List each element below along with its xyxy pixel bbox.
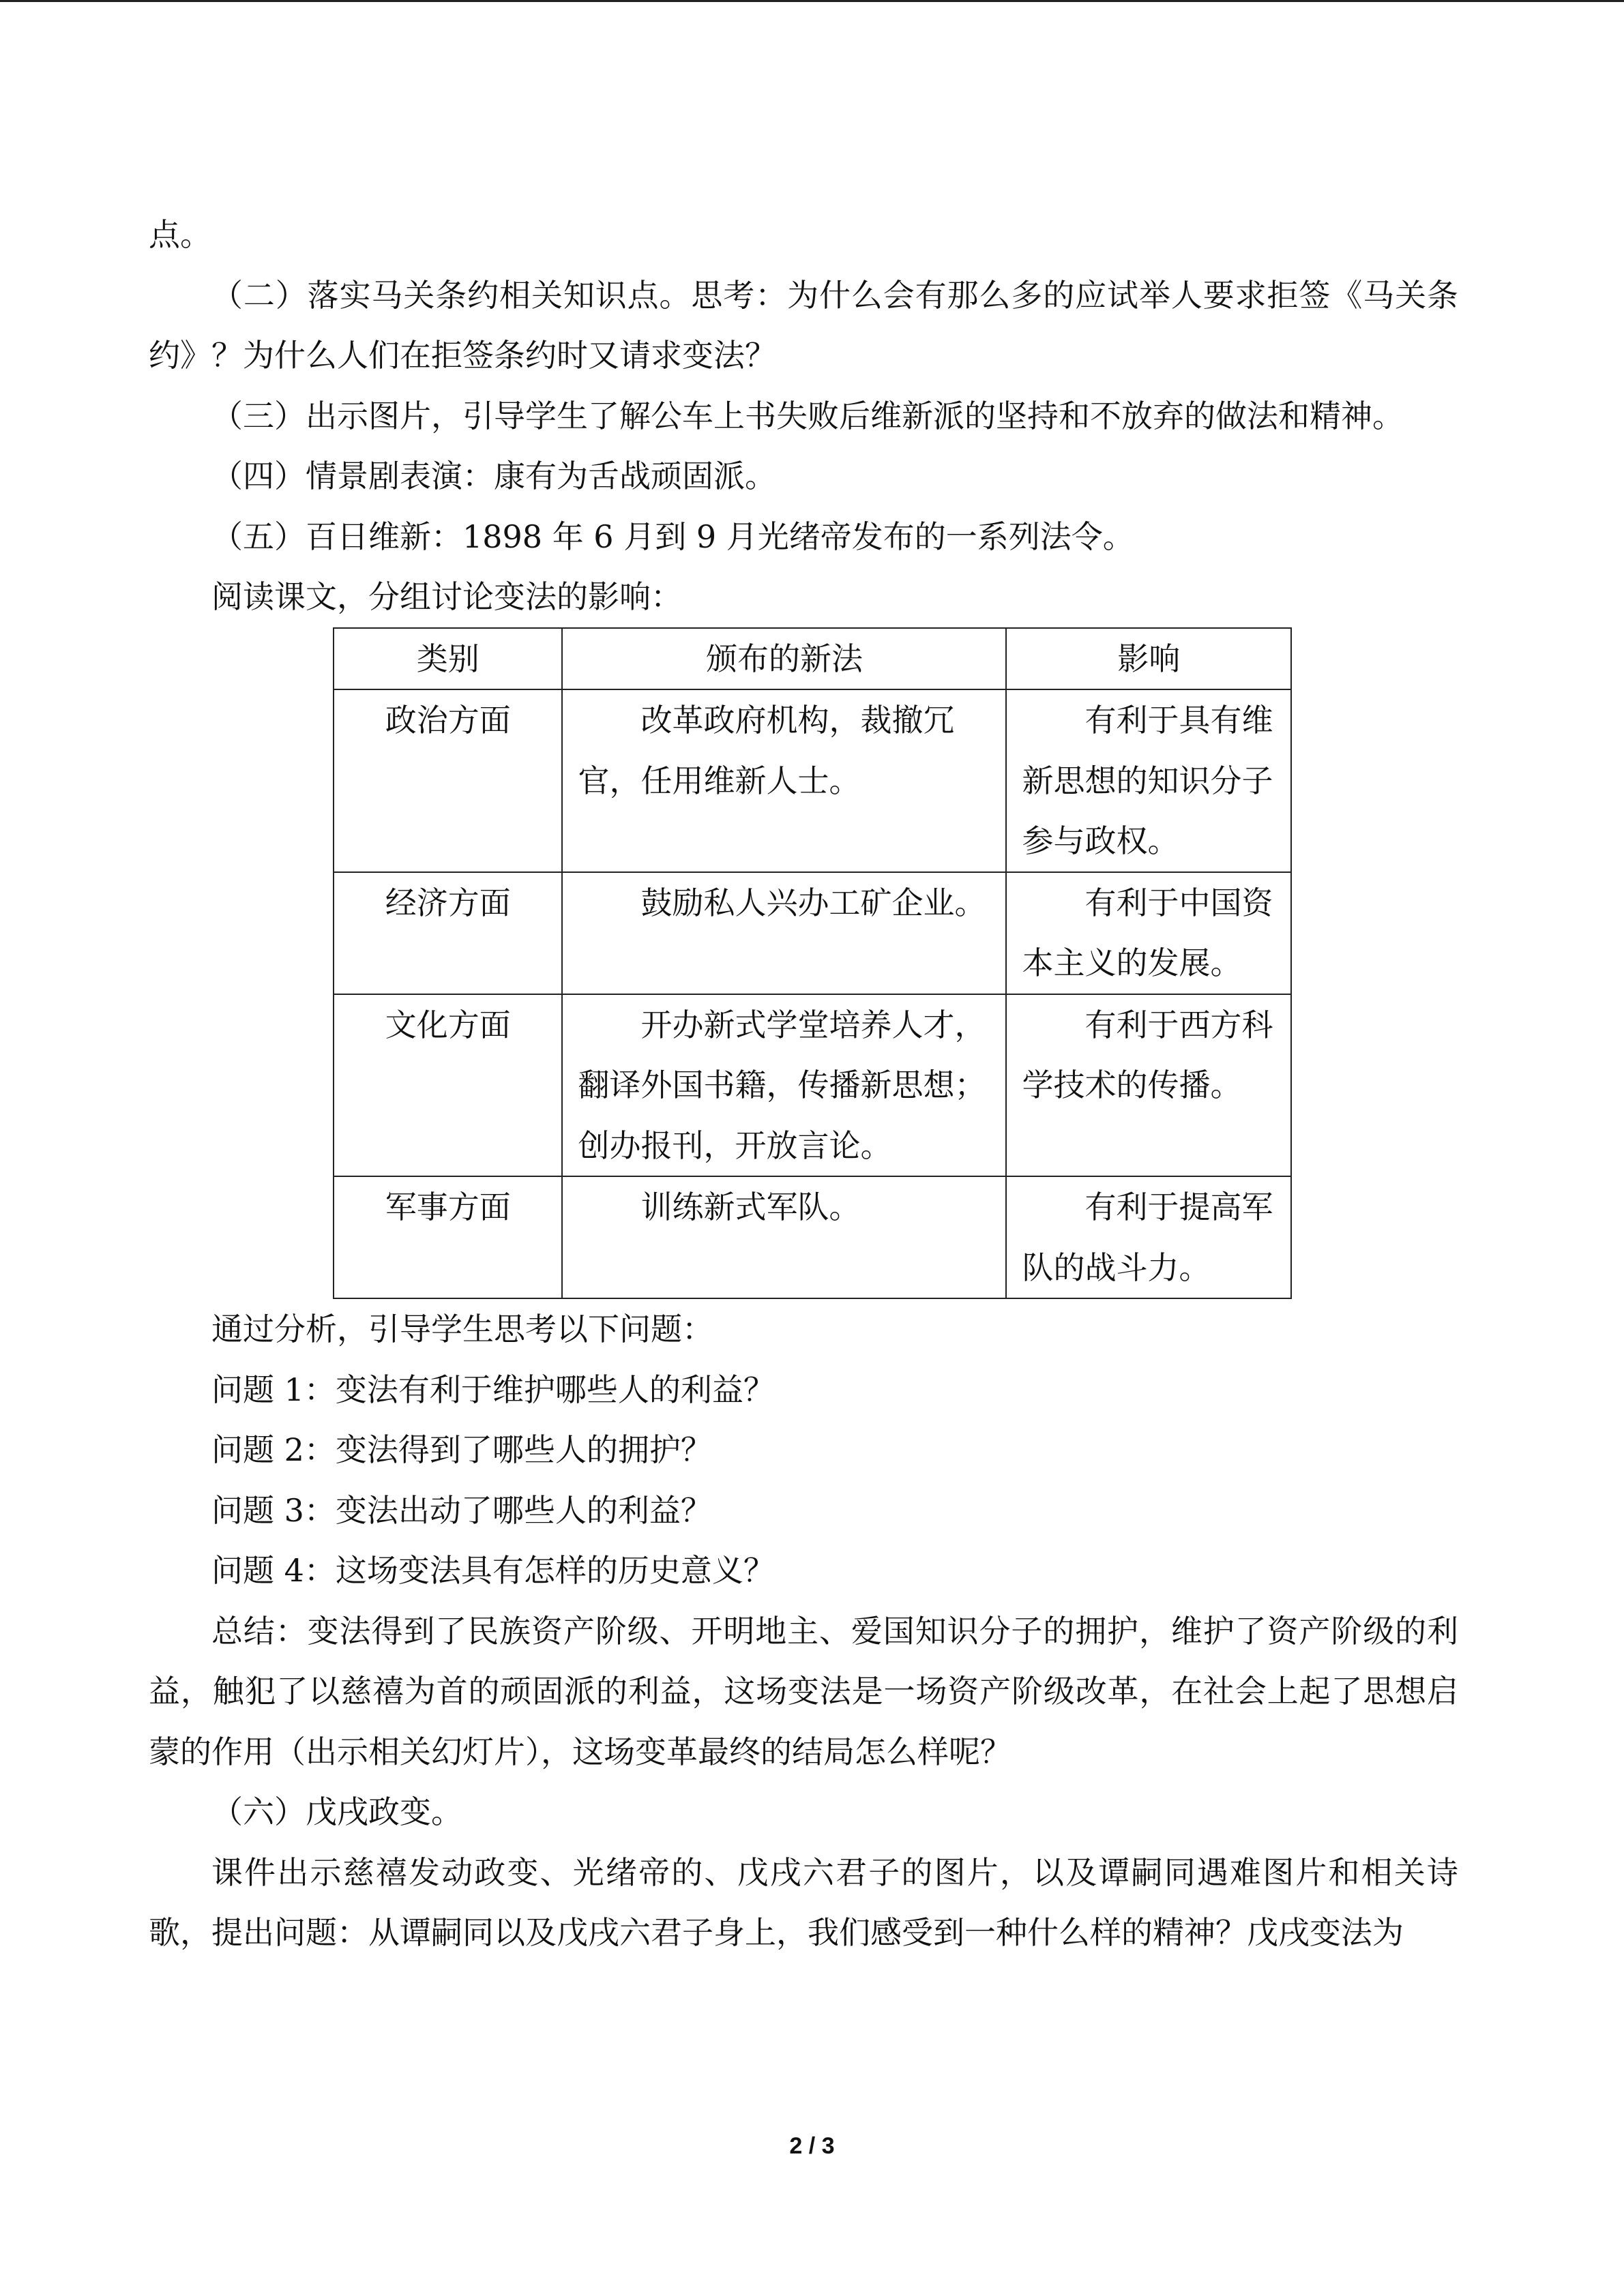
row-law-text: 训练新式军队。 (640, 1189, 861, 1225)
table-row (334, 872, 1291, 994)
summary-paragraph: 总结：变法得到了民族资产阶级、开明地主、爱国知识分子的拥护，维护了资产阶级的利益，触犯了以慈禧为首的顽固派的利益，这场变法是一场资产阶级改革，在社会上起了思想启蒙的作用（出示相关幻灯片），这场变革最终的结局怎么样呢？ (149, 1612, 1458, 1770)
row-law-text: 开办新式学堂培养人才，翻译外国书籍，传播新思想；创办报刊，开放言论。 (578, 1006, 986, 1164)
row-law (562, 994, 1006, 1177)
section-6-heading: （六）戊戌政变。 (211, 1793, 462, 1830)
row-effect (1006, 872, 1291, 994)
row-law (562, 872, 1006, 994)
question-2: 问题 2：变法得到了哪些人的拥护？ (211, 1431, 712, 1468)
row-category: 军事方面 (334, 1176, 562, 1298)
row-effect (1006, 1176, 1291, 1298)
reform-laws-table (333, 627, 1292, 1300)
row-effect-text: 有利于中国资本主义的发展。 (1022, 884, 1273, 981)
paragraph-3: （三）出示图片，引导学生了解公车上书失败后维新派的坚持和不放弃的做法和精神。 (211, 397, 1404, 434)
page-top-border (0, 0, 1624, 2)
paragraph-5: （五）百日维新：1898 年 6 月到 9 月光绪帝发布的一系列法令。 (211, 518, 1134, 555)
row-effect-text: 有利于具有维新思想的知识分子参与政权。 (1022, 702, 1273, 859)
paragraph-1: 点。 (149, 216, 211, 253)
document-body (149, 205, 1458, 1963)
row-category: 政治方面 (334, 689, 562, 872)
row-effect (1006, 689, 1291, 872)
row-effect-text: 有利于西方科学技术的传播。 (1022, 1006, 1273, 1103)
row-category: 经济方面 (334, 872, 562, 994)
row-law (562, 1176, 1006, 1298)
question-1: 问题 1：变法有利于维护哪些人的利益？ (211, 1371, 775, 1408)
page-number: 2 / 3 (789, 2133, 835, 2159)
header-effect: 影响 (1006, 628, 1291, 690)
header-law: 颁布的新法 (562, 628, 1006, 690)
table-row (334, 994, 1291, 1177)
row-effect-text: 有利于提高军队的战斗力。 (1022, 1189, 1273, 1286)
table-row (334, 1176, 1291, 1298)
question-4: 问题 4：这场变法具有怎样的历史意义？ (211, 1552, 775, 1589)
row-law (562, 689, 1006, 872)
table-header-row (334, 628, 1291, 690)
row-law-text: 鼓励私人兴办工矿企业。 (640, 884, 986, 921)
paragraph-6: 阅读课文，分组讨论变法的影响： (211, 578, 682, 615)
table-row (334, 689, 1291, 872)
row-category: 文化方面 (334, 994, 562, 1177)
paragraph-7: 通过分析，引导学生思考以下问题： (211, 1311, 713, 1347)
row-effect (1006, 994, 1291, 1177)
header-category: 类别 (334, 628, 562, 690)
question-3: 问题 3：变法出动了哪些人的利益？ (211, 1491, 712, 1529)
row-law-text: 改革政府机构，裁撤冗官，任用维新人士。 (578, 702, 955, 799)
paragraph-4: （四）情景剧表演：康有为舌战顽固派。 (211, 458, 776, 494)
paragraph-2: （二）落实马关条约相关知识点。思考：为什么会有那么多的应试举人要求拒签《马关条约》？为什么人们在拒签条约时又请求变法？ (149, 276, 1458, 374)
paragraph-last: 课件出示慈禧发动政变、光绪帝的、戊戌六君子的图片，以及谭嗣同遇难图片和相关诗歌，提出问题：从谭嗣同以及戊戌六君子身上，我们感受到一种什么样的精神？戊戌变法为 (149, 1853, 1458, 1951)
